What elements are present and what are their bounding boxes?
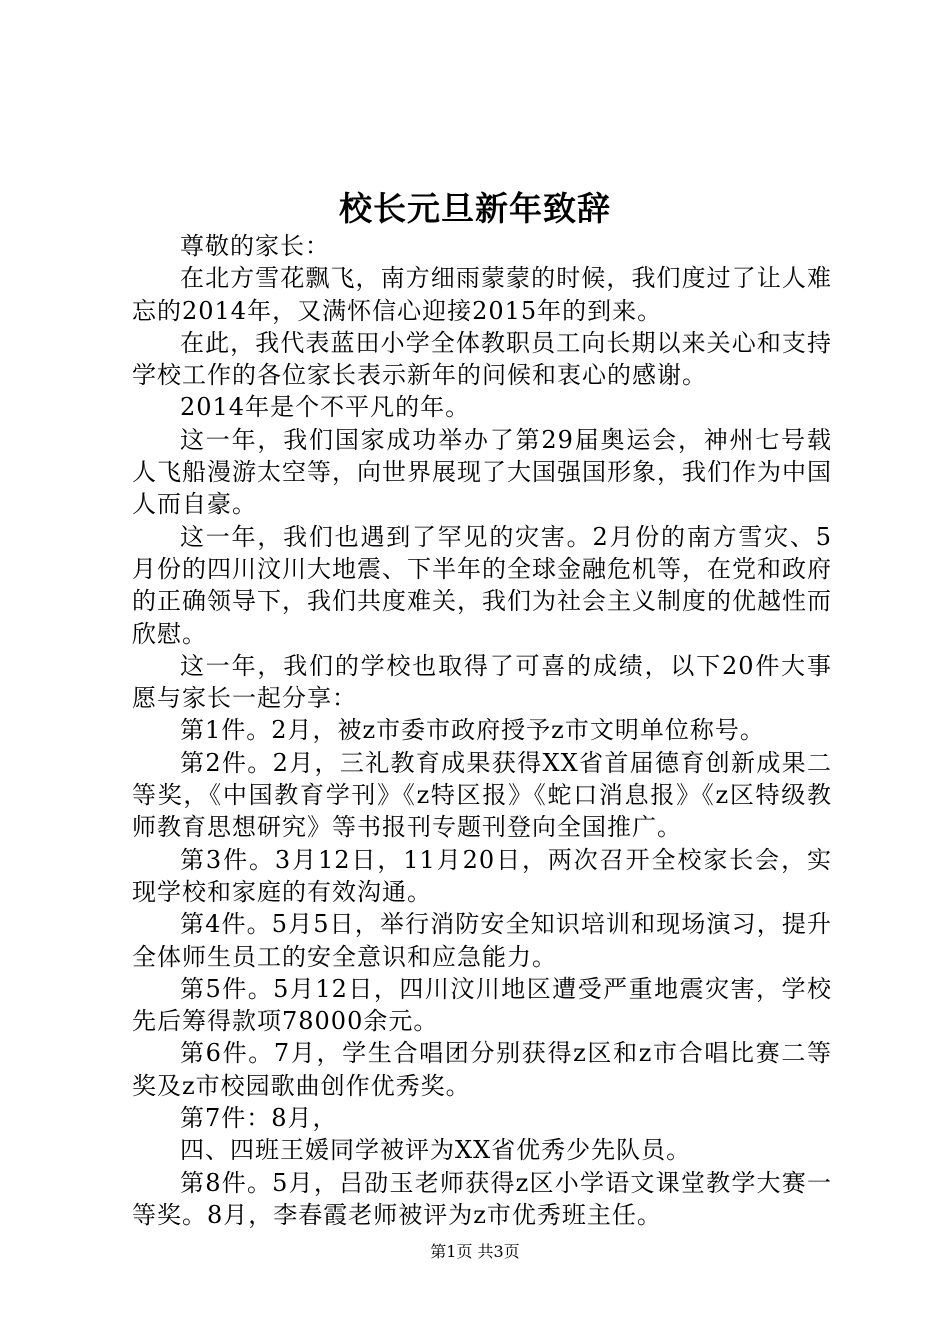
list-item: 第8件。5月，吕劭玉老师获得z区小学语文课堂教学大赛一等奖。8月，李春霞老师被评为z市优秀班主任。 (132, 1168, 832, 1229)
document-title: 校长元旦新年致辞 (339, 189, 611, 228)
list-item: 第3件。3月12日，11月20日，两次召开全校家长会，实现学校和家庭的有效沟通。 (132, 845, 832, 906)
paragraph: 这一年，我们的学校也取得了可喜的成绩，以下20件大事愿与家长一起分享： (132, 651, 832, 713)
list-item: 四、四班王媛同学被评为XX省优秀少先队员。 (180, 1136, 692, 1165)
list-item: 第5件。5月12日，四川汶川地区遭受严重地震灾害，学校先后筹得款项78000余元。 (132, 974, 832, 1036)
document-body (132, 230, 832, 1231)
list-item: 第7件：8月， (180, 1104, 338, 1133)
page-footer: 第1页 共3页 (430, 1242, 520, 1261)
paragraph: 2014年是个不平凡的年。 (180, 393, 471, 422)
list-item: 第1件。2月，被z市委市政府授予z市文明单位称号。 (180, 716, 765, 745)
list-item: 第6件。7月，学生合唱团分别获得z区和z市合唱比赛二等奖及z市校园歌曲创作优秀奖。 (132, 1039, 832, 1100)
paragraph: 这一年，我们国家成功举办了第29届奥运会，神州七号载人飞船漫游太空等，向世界展现了大国强国形象，我们作为中国人而自豪。 (132, 425, 832, 519)
paragraph-salutation: 尊敬的家长： (180, 232, 330, 260)
paragraph: 在此，我代表蓝田小学全体教职员工向长期以来关心和支持学校工作的各位家长表示新年的问候和衷心的感谢。 (132, 328, 832, 390)
paragraph: 这一年，我们也遇到了罕见的灾害。2月份的南方雪灾、5月份的四川汶川大地震、下半年的全球金融危机等，在党和政府的正确领导下，我们共度难关，我们为社会主义制度的优越性而欣慰。 (132, 522, 832, 648)
list-item: 第2件。2月，三礼教育成果获得XX省首届德育创新成果二等奖，《中国教育学刊》《z特区报》《蛇口消息报》《z区特级教师教育思想研究》等书报刊专题刊登向全国推广。 (132, 748, 832, 842)
paragraph: 在北方雪花飘飞，南方细雨蒙蒙的时候，我们度过了让人难忘的2014年，又满怀信心迎接2015年的到来。 (132, 264, 832, 325)
list-item: 第4件。5月5日，举行消防安全知识培训和现场演习，提升全体师生员工的安全意识和应急能力。 (132, 910, 832, 971)
